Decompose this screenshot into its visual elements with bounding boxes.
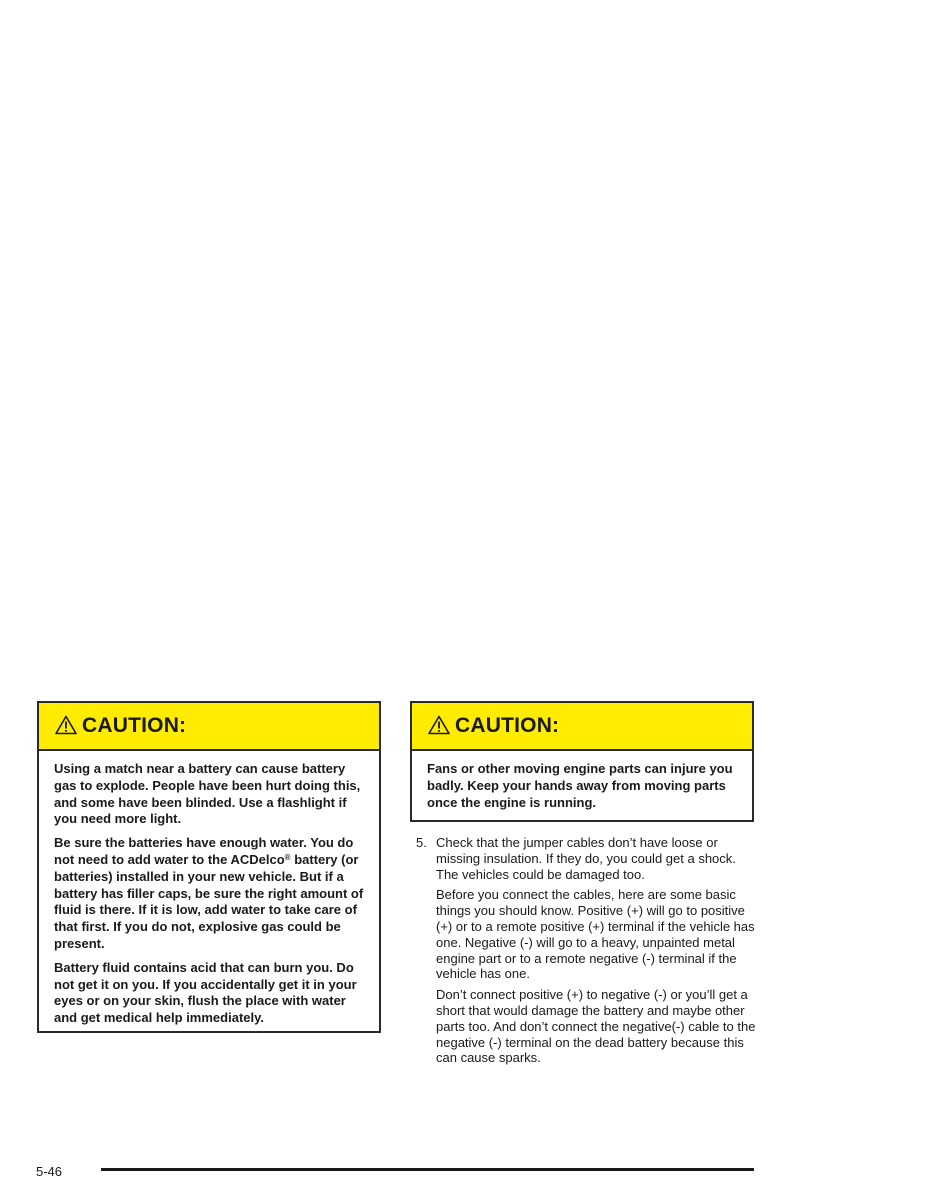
caution-title: CAUTION: xyxy=(82,714,187,737)
caution-paragraph: Be sure the batteries have enough water. You do not need to add water to the ACDelco® battery (or batteries) installed in your new vehicle. But if a battery has filler caps, be sure the right amount of fluid is there. If it is low, add water to take care of that first. If you do not, explosive gas could be present. xyxy=(54,835,364,951)
footer-rule xyxy=(101,1168,754,1171)
caution-body xyxy=(412,751,752,811)
page-number: 5-46 xyxy=(36,1164,63,1179)
caution-paragraph: Fans or other moving engine parts can injure you badly. Keep your hands away from moving parts once the engine is running. xyxy=(427,761,733,810)
caution-header xyxy=(39,703,379,751)
registered-mark: ® xyxy=(284,852,291,862)
caution-header xyxy=(412,703,752,751)
caution-box-battery xyxy=(37,701,381,1033)
step-paragraph: Before you connect the cables, here are some basic things you should know. Positive (+) will go to positive (+) or to a remote positive (+) terminal if the vehicle has one. Negative (-) will go to a heavy, unpainted metal engine part or to a remote negative (-) terminal if the vehicle has one. xyxy=(436,887,755,982)
caution-body xyxy=(39,751,379,1027)
caution-title: CAUTION: xyxy=(455,714,560,737)
step-number: 5. xyxy=(416,835,427,850)
warning-triangle-icon xyxy=(428,715,450,735)
caution-paragraph: Battery fluid contains acid that can burn you. Do not get it on you. If you accidentally get it in your eyes or on your skin, flush the place with water and get medical help immediately. xyxy=(54,959,357,1026)
step-paragraph: Don’t connect positive (+) to negative (-) or you’ll get a short that would damage the battery and maybe other parts too. And don’t connect the negative(-) cable to the negative (-) terminal on the dead battery because this can cause sparks. xyxy=(436,987,756,1066)
caution-paragraph: Using a match near a battery can cause battery gas to explode. People have been hurt doing this, and some have been blinded. Use a flashlight if you need more light. xyxy=(54,761,361,827)
warning-triangle-icon xyxy=(55,715,77,735)
step-paragraph: Check that the jumper cables don’t have loose or missing insulation. If they do, you could get a shock. The vehicles could be damaged too. xyxy=(436,835,736,882)
instruction-step-5 xyxy=(416,835,761,1071)
caution-box-fans xyxy=(410,701,754,822)
